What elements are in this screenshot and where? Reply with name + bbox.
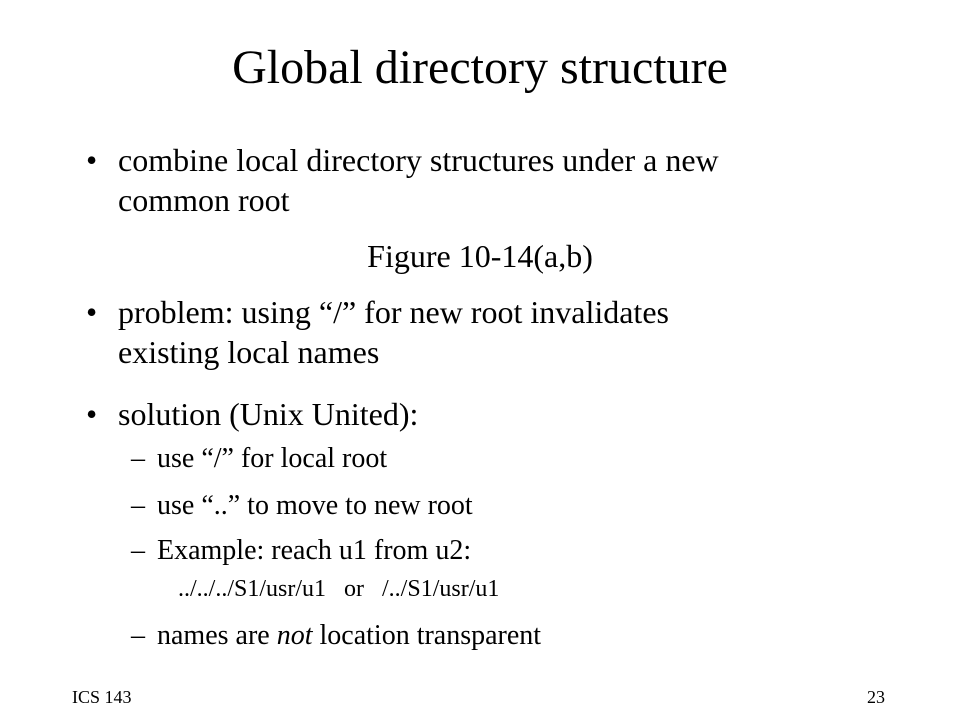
dash-mark: – bbox=[131, 490, 145, 521]
bullet-text bbox=[118, 140, 886, 220]
dash-mark: – bbox=[131, 535, 145, 566]
bullet-mark: • bbox=[86, 294, 98, 330]
dash-mark: – bbox=[131, 443, 145, 474]
slide-title: Global directory structure bbox=[232, 41, 728, 94]
sub-bullet-item bbox=[131, 442, 891, 476]
dash-mark: – bbox=[131, 620, 145, 651]
bullet-item bbox=[86, 292, 886, 372]
bullet-line: existing local names bbox=[118, 334, 380, 370]
footer-course: ICS 143 bbox=[72, 687, 132, 707]
bullet-line: solution (Unix United): bbox=[118, 396, 419, 432]
sub-bullet-item bbox=[131, 489, 891, 523]
bullet-item bbox=[86, 140, 886, 220]
path-example: ../../../S1/usr/u1 or /../S1/usr/u1 bbox=[178, 576, 500, 602]
footer-page-number: 23 bbox=[867, 687, 885, 707]
sub-bullet-item bbox=[131, 534, 891, 568]
figure-reference: Figure 10-14(a,b) bbox=[367, 238, 593, 274]
bullet-line: common root bbox=[118, 182, 290, 218]
text-before-emphasis: names are bbox=[157, 620, 277, 651]
sub-bullet-text: use “/” for local root bbox=[157, 443, 388, 474]
bullet-mark: • bbox=[86, 142, 98, 178]
bullet-line: problem: using “/” for new root invalidates bbox=[118, 294, 669, 330]
bullet-text bbox=[118, 292, 886, 372]
bullet-line: combine local directory structures under a new bbox=[118, 142, 719, 178]
bullet-item bbox=[86, 394, 886, 434]
sub-bullet-text: Example: reach u1 from u2: bbox=[157, 535, 472, 566]
sub-bullet-text: use “..” to move to new root bbox=[157, 490, 473, 521]
text-after-emphasis: location transparent bbox=[312, 620, 542, 651]
emphasis-word: not bbox=[276, 620, 313, 651]
bullet-mark: • bbox=[86, 396, 98, 432]
sub-bullet-item bbox=[131, 619, 891, 653]
sub-bullet-text bbox=[157, 619, 891, 653]
bullet-text bbox=[118, 394, 886, 434]
